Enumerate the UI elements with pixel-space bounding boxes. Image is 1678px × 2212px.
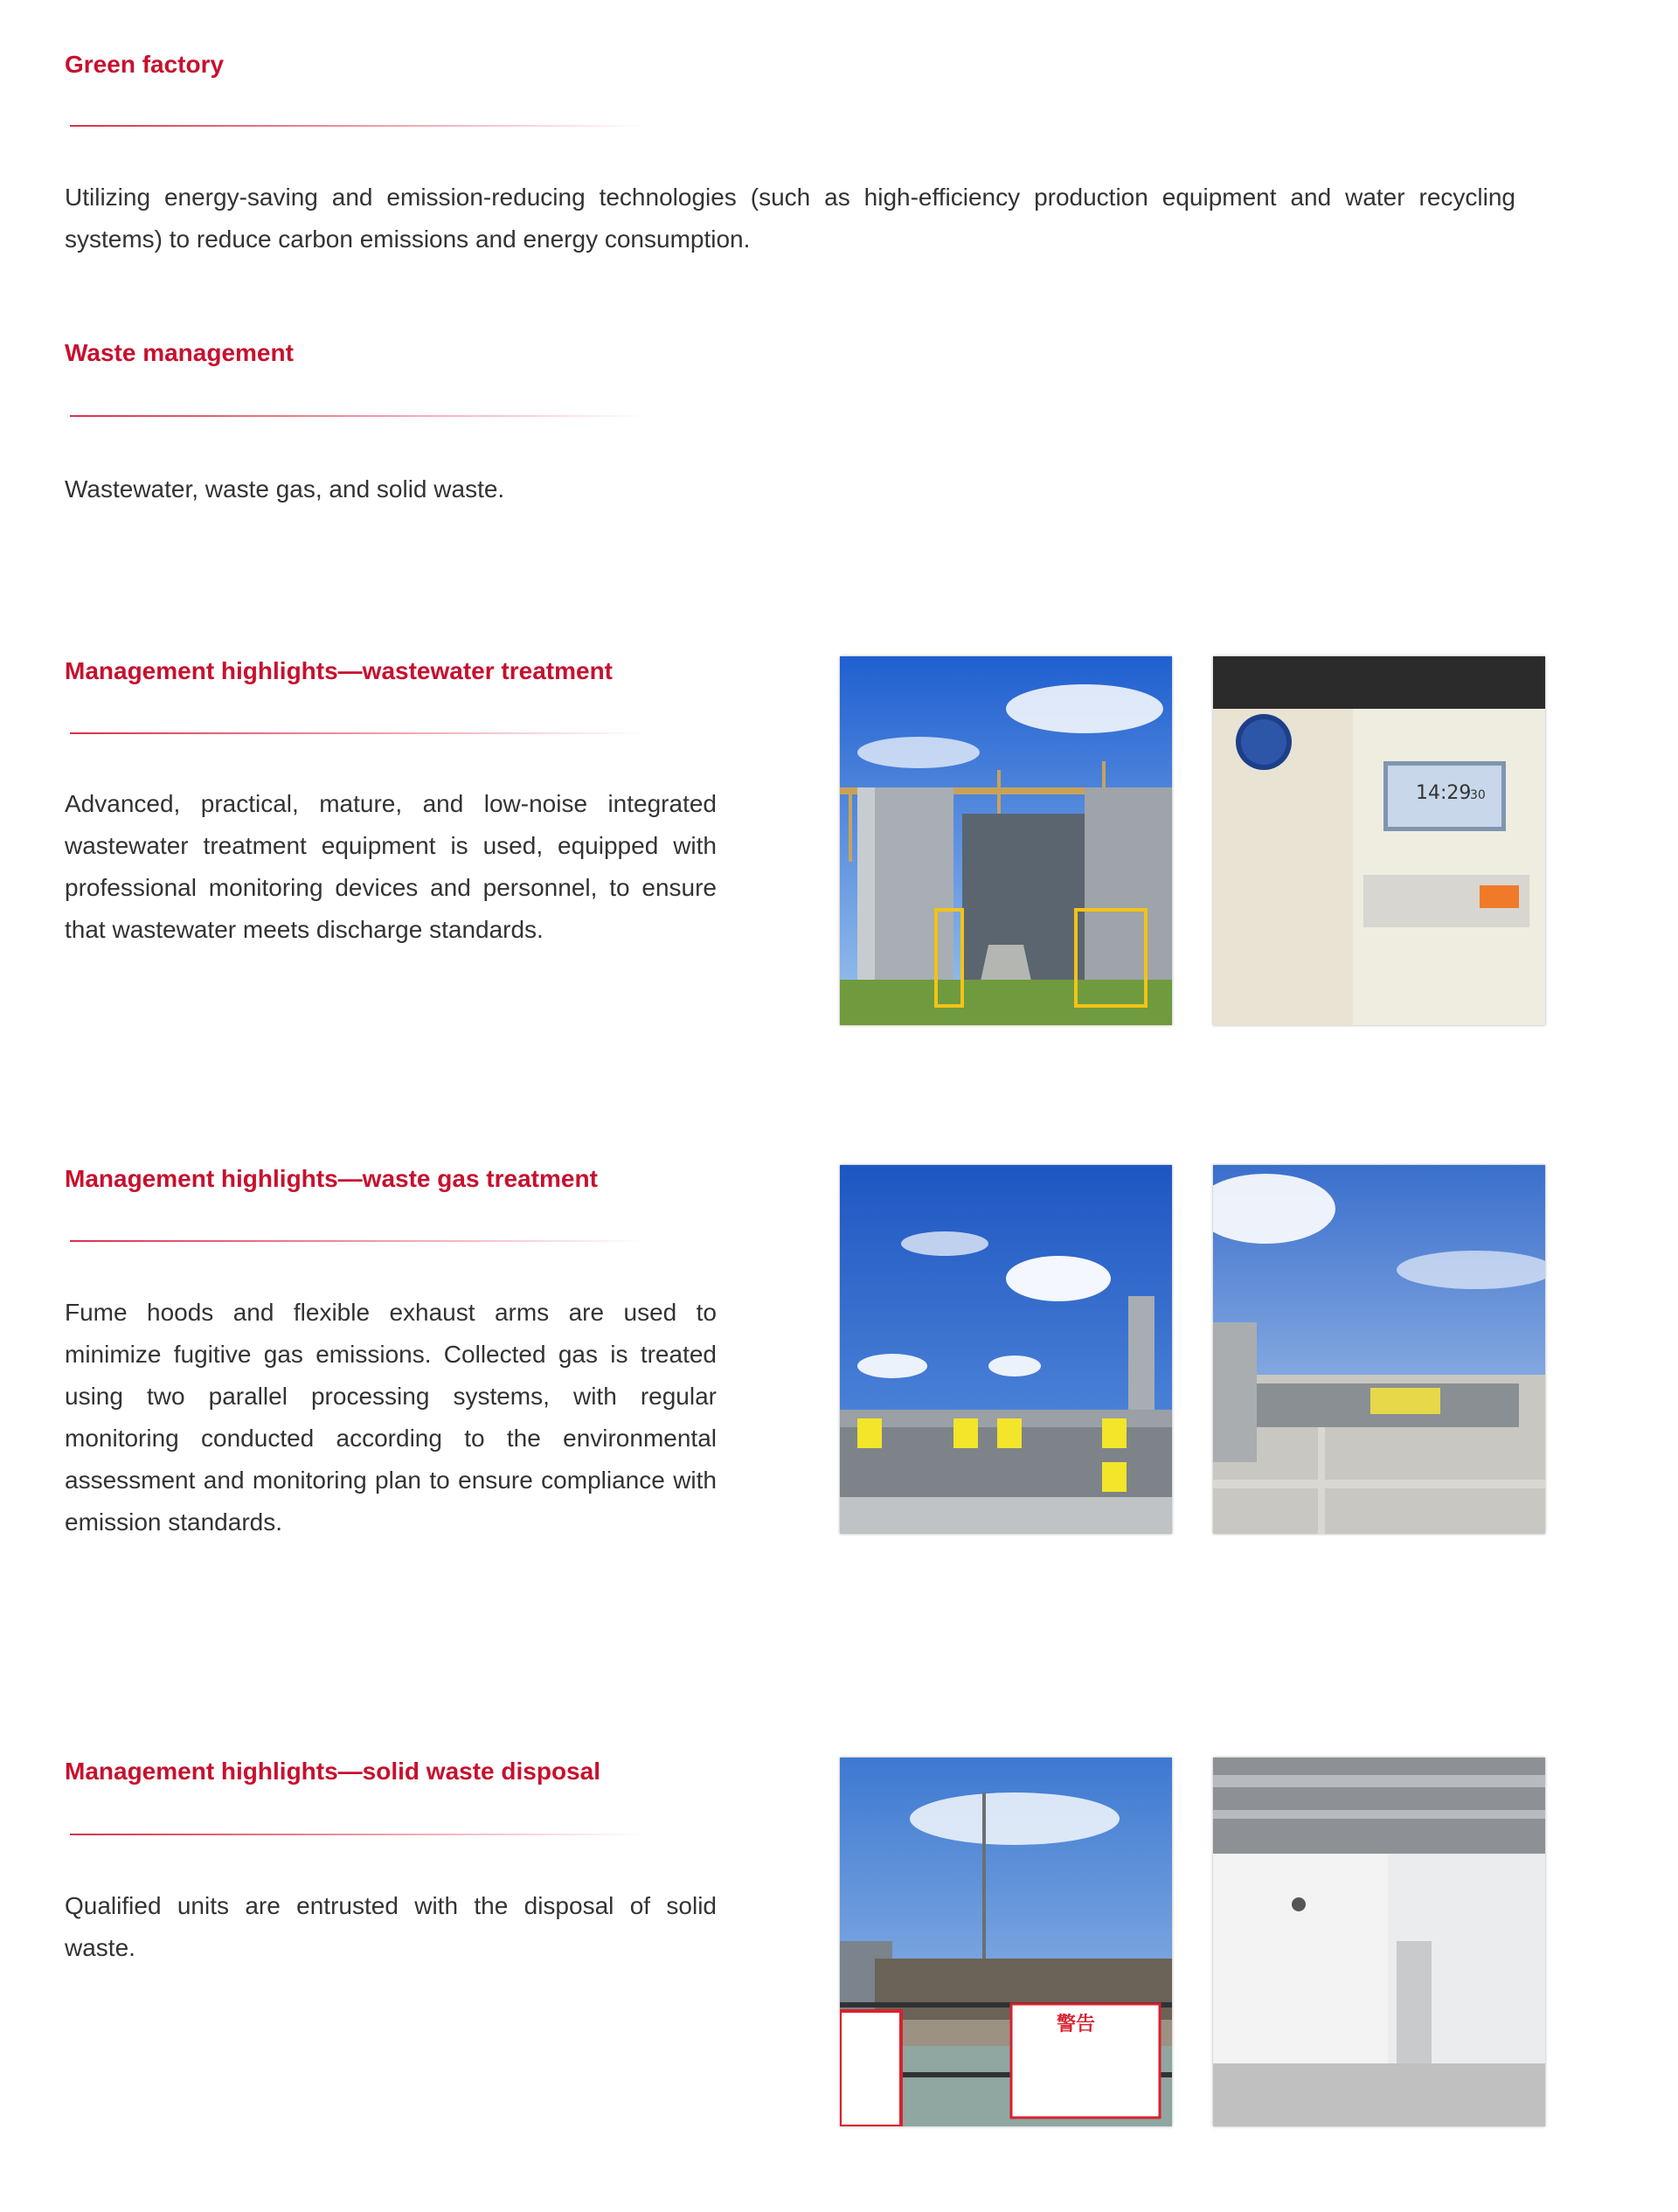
photo-waste-storage-yard [840,1758,1172,2126]
photo-storage-room-interior [1213,1758,1545,2126]
section-body-waste-gas: Fume hoods and flexible exhaust arms are used to minimize fugitive gas emissions. Collected gas is treated using two parallel processing systems, with regular monitoring conducted according to the environmental assessment and monitoring plan to ensure compliance with emission standards. [65,1299,717,1536]
photo-monitoring-device [1213,656,1545,1025]
device-clock-time: 14:29 [1416,782,1472,804]
photo-exhaust-units [840,1165,1172,1534]
photo-wastewater-tanks [840,656,1172,1025]
section-divider [70,1834,647,1835]
section-divider [70,415,647,417]
device-clock-seconds: 30 [1470,788,1486,802]
photo-rooftop-system [1213,1165,1545,1534]
section-divider [70,125,647,127]
section-title-green-factory: Green factory [65,51,225,78]
section-title-waste-management: Waste management [65,339,294,366]
warning-sign-text: 警告 [1057,2014,1096,2035]
section-body-solid-waste: Qualified units are entrusted with the disposal of solid waste. [65,1892,717,1961]
section-body-green-factory: Utilizing energy-saving and emission-reducing technologies (such as high-efficiency production equipment and water recycling systems) to reduce carbon emissions and energy consumption. [65,184,1515,253]
section-divider [70,1240,647,1242]
section-body-wastewater: Advanced, practical, mature, and low-noise integrated wastewater treatment equipment is used, equipped with professional monitoring devices and personnel, to ensure that wastewater meets discharge standards. [65,790,717,943]
section-title-solid-waste: Management highlights—solid waste disposal [65,1758,600,1785]
section-body-waste-management: Wastewater, waste gas, and solid waste. [65,475,505,503]
section-title-waste-gas: Management highlights—waste gas treatment [65,1165,598,1192]
section-divider [70,732,647,734]
section-title-wastewater: Management highlights—wastewater treatment [65,657,614,684]
